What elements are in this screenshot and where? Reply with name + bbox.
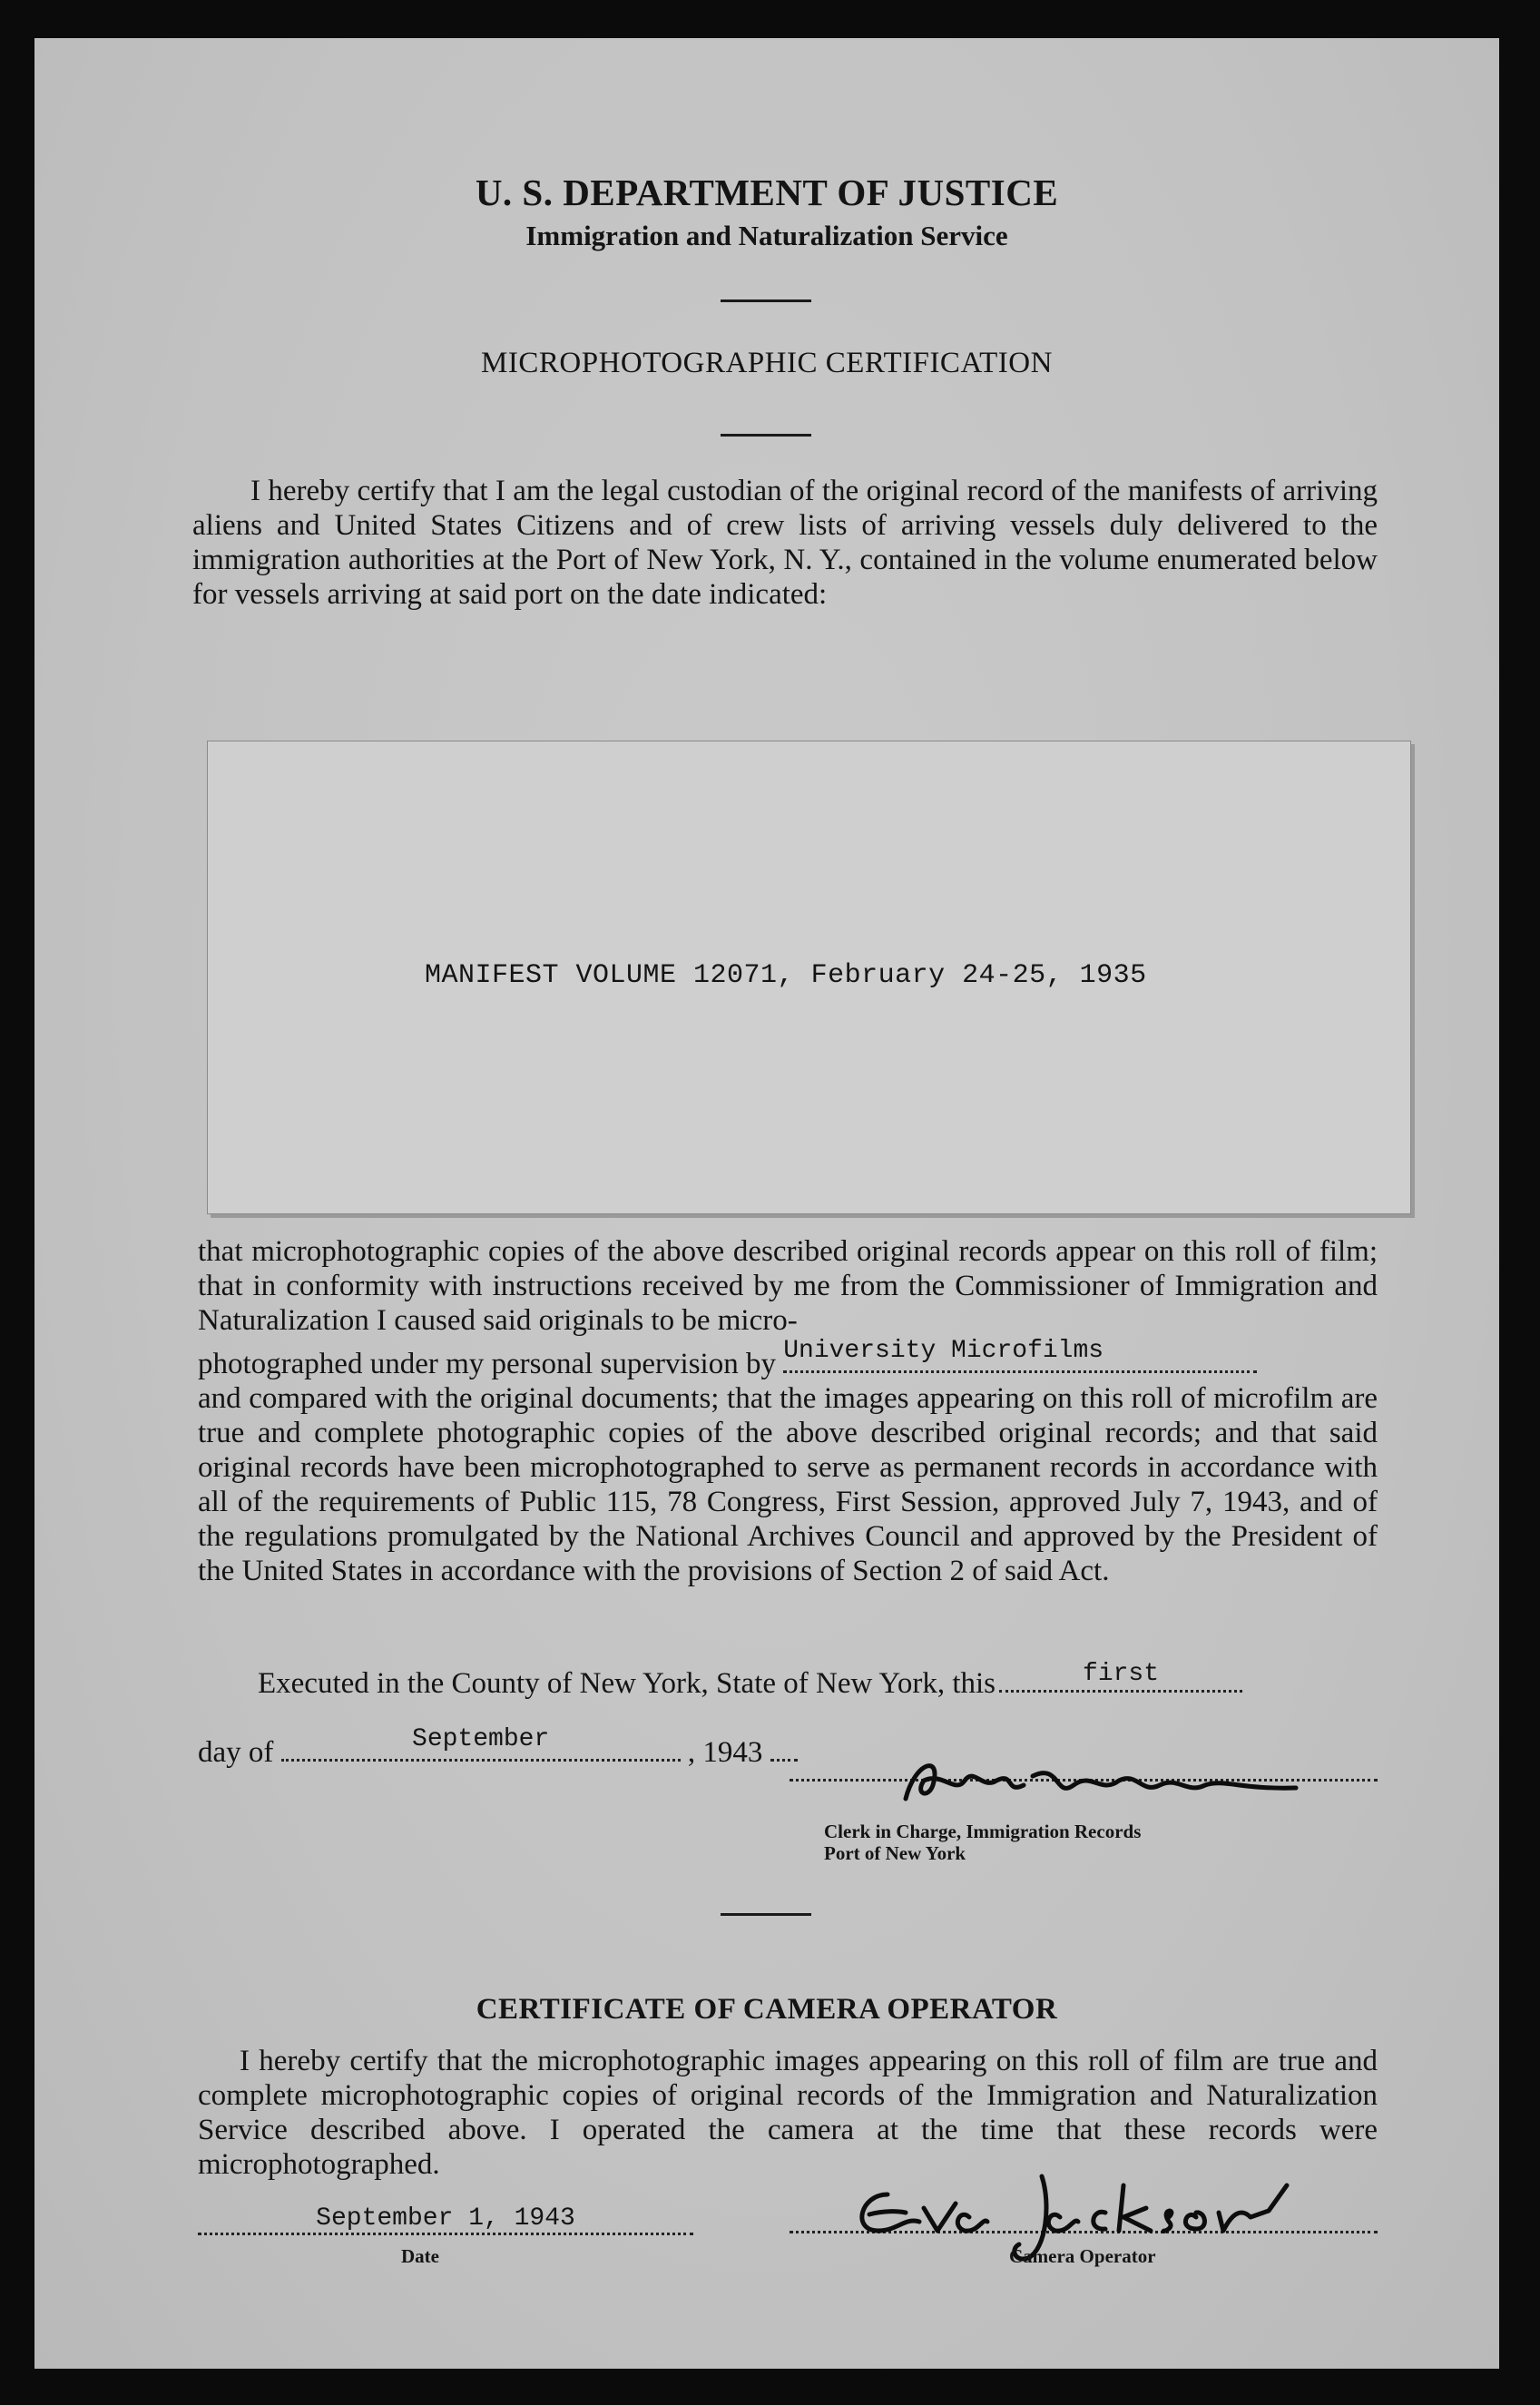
supervision-prefix: photographed under my personal supervision by [198, 1348, 776, 1380]
paragraph-part-c: and compared with the original documents; that the images appearing on this roll of microfilm are true and complete photographic copies of the above described original records; and that said original records have been microphotographed to serve as permanent records in accordance with all of the requirements of Public 115, 78 Congress, First Session, approved July 7, 1943, and of the regulations promulgated by the National Archives Council and approved by the President of the United States in accordance with the provisions of Section 2 of said Act. [198, 1382, 1378, 1587]
supervisor-value: University Microfilms [783, 1337, 1104, 1365]
service-subheading: Immigration and Naturalization Service [525, 220, 1008, 251]
department-heading: U. S. DEPARTMENT OF JUSTICE [475, 172, 1059, 213]
executed-day: first [1083, 1660, 1160, 1688]
executed-day-field [999, 1660, 1242, 1693]
executed-year: , 1943 [687, 1736, 763, 1769]
paragraph-part-a: that microphotographic copies of the above described original records appear on this roll of film; that in conformity with instructions received by me from the Commissioner of Immigration and Naturalization I caused said originals to be micro- [198, 1235, 1378, 1337]
day-of-label: day of [198, 1736, 274, 1769]
month-field [281, 1725, 681, 1762]
clerk-signature [878, 1744, 1350, 1817]
camera-operator-heading: CERTIFICATE OF CAMERA OPERATOR [476, 1993, 1058, 2026]
executed-line [258, 1660, 1378, 1701]
executed-month: September [412, 1725, 550, 1753]
camera-operator-paragraph: I hereby certify that the microphotographic images appearing on this roll of film are true and complete microphotographic copies of original records of the Immigration and Naturalization Service described above. I operated the camera at the time that these records were microphotographed. [198, 2045, 1378, 2181]
clerk-title [824, 1821, 1141, 1864]
clerk-title-line1: Clerk in Charge, Immigration Records [824, 1821, 1142, 1842]
divider-top [721, 299, 811, 302]
manifest-volume-text: MANIFEST VOLUME 12071, February 24-25, 1935 [425, 960, 1147, 991]
supervisor-field [783, 1337, 1257, 1373]
executed-prefix: Executed in the County of New York, State of New York, this [258, 1667, 996, 1700]
certification-title: MICROPHOTOGRAPHIC CERTIFICATION [481, 347, 1053, 379]
certificate-page [34, 38, 1499, 2369]
date-label: Date [401, 2245, 439, 2267]
operator-label: Camera Operator [1009, 2245, 1156, 2267]
supervision-line [198, 1337, 1378, 1381]
date-field [198, 2202, 693, 2235]
year-trailing-dots [770, 1732, 798, 1762]
divider-camera [721, 1913, 811, 1916]
custodian-paragraph: I hereby certify that I am the legal custodian of the original record of the manifests of arriving aliens and United States Citizens and of crew lists of arriving vessels duly delivered to the immigration authorities at the Port of New York, N. Y., contained in the volume enumerated below for vessels arriving at said port on the date indicated: [192, 475, 1378, 611]
divider-title [721, 434, 811, 437]
microphotograph-paragraph [198, 1234, 1378, 1588]
day-of-line [198, 1725, 798, 1770]
camera-date-value: September 1, 1943 [316, 2204, 575, 2233]
clerk-title-line2: Port of New York [824, 1842, 966, 1864]
